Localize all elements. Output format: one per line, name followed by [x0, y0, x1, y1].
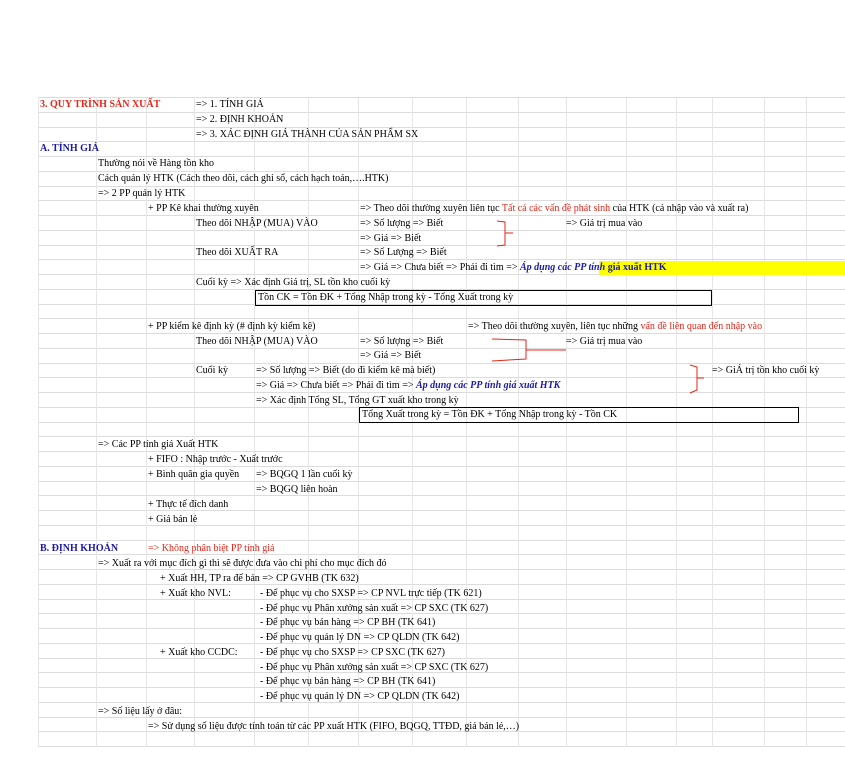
grid-column-line — [96, 97, 97, 747]
brace-connector-1 — [495, 220, 517, 248]
grid-row-line — [38, 112, 845, 113]
grid-row-line — [38, 318, 845, 319]
step-accounting-entry[interactable]: => 2. ĐỊNH KHOẢN — [196, 114, 284, 125]
cell-periodic-price-unknown[interactable]: => Giá => Chưa biết => Phải đi tìm => Áp dụng các PP tính giá xuất HTK — [256, 380, 561, 391]
cell-track-issue[interactable]: Theo dõi XUẤT RA — [196, 247, 279, 258]
cell-nvl-production[interactable]: - Để phục vụ cho SXSP => CP NVL trực tiếp (TK 621) — [260, 588, 482, 599]
grid-row-line — [38, 348, 845, 349]
cell-bqgq-moving[interactable]: => BQGQ liên hoàn — [256, 484, 338, 495]
cell-inventory-management[interactable]: Cách quản lý HTK (Cách theo dõi, cách ghi sổ, cách hạch toán,….HTK) — [98, 173, 389, 184]
grid-row-line — [38, 451, 845, 452]
formula-box-total-issue[interactable] — [359, 407, 799, 423]
grid-row-line — [38, 230, 845, 231]
cell-quantity-known[interactable]: => Số lượng => Biết — [360, 218, 444, 229]
cell-periodic-description[interactable]: => Theo dõi thường xuyên, liên tục những vấn đề liên quan đến nhập vào — [468, 321, 763, 332]
grid-column-line — [38, 97, 39, 747]
cell-periodic-period-end[interactable]: Cuối kỳ — [196, 365, 228, 376]
section-heading-pricing[interactable]: A. TÍNH GIÁ — [40, 143, 99, 154]
cell-issue-purpose[interactable]: => Xuất ra với mục đích gì thì sẽ được đưa vào chi phí cho mục đích đó — [98, 558, 387, 569]
cell-perpetual-description[interactable]: => Theo dõi thường xuyên liên tục Tất cả các vấn đề phát sinh của HTK (cả nhập vào và xuất ra) — [360, 203, 749, 214]
cell-ccdc-production[interactable]: - Để phục vụ cho SXSP => CP SXC (TK 627) — [260, 647, 445, 658]
cell-period-end[interactable]: Cuối kỳ => Xác định Giá trị, SL tồn kho cuối kỳ — [196, 277, 391, 288]
cell-nvl-workshop[interactable]: - Để phục vụ Phân xưởng sản xuất => CP SXC (TK 627) — [260, 603, 489, 614]
cell-purchase-value[interactable]: => Giá trị mua vào — [566, 218, 643, 229]
cell-ccdc-selling[interactable]: - Để phục vụ bán hàng => CP BH (TK 641) — [260, 676, 436, 687]
grid-column-line — [806, 97, 807, 747]
grid-row-line — [38, 215, 845, 216]
grid-row-line — [38, 200, 845, 201]
cell-price-known[interactable]: => Giá => Biết — [360, 233, 422, 244]
grid-row-line — [38, 436, 845, 437]
grid-row-line — [38, 259, 845, 260]
grid-row-line — [38, 333, 845, 334]
grid-row-line — [38, 392, 845, 393]
grid-row-line — [38, 495, 845, 496]
grid-row-line — [38, 628, 845, 629]
formula-box-ending-inventory[interactable] — [255, 290, 712, 306]
cell-fifo[interactable]: + FIFO : Nhập trước - Xuất trước — [148, 454, 283, 465]
grid-row-line — [38, 540, 845, 541]
cell-periodic-price-known[interactable]: => Giá => Biết — [360, 350, 422, 361]
grid-row-line — [38, 127, 845, 128]
formula-ending-inventory: Tồn CK = Tồn ĐK + Tổng Nhập trong kỳ - Tổng Xuất trong kỳ — [258, 292, 514, 303]
cell-retail-price[interactable]: + Giá bán lẻ — [148, 514, 198, 525]
cell-periodic-track-purchase[interactable]: Theo dõi NHẬP (MUA) VÀO — [196, 336, 318, 347]
grid-row-line — [38, 746, 845, 747]
cell-issue-tools[interactable]: + Xuất kho CCDC: — [160, 647, 238, 658]
grid-column-line — [254, 97, 255, 747]
cell-periodic-purchase-value[interactable]: => Giá trị mua vào — [566, 336, 643, 347]
formula-total-issue: Tổng Xuất trong kỳ = Tồn ĐK + Tổng Nhập trong kỳ - Tồn CK — [362, 409, 618, 420]
cell-issue-pricing-methods[interactable]: => Các PP tính giá Xuất HTK — [98, 439, 219, 450]
cell-periodic-quantity-known[interactable]: => Số lượng => Biết — [360, 336, 444, 347]
cell-inventory-note[interactable]: Thường nói về Hàng tồn kho — [98, 158, 214, 169]
cell-data-source[interactable]: => Số liệu lấy ở đâu: — [98, 706, 183, 717]
cell-weighted-average[interactable]: + Bình quân gia quyền — [148, 469, 240, 480]
cell-track-purchase[interactable]: Theo dõi NHẬP (MUA) VÀO — [196, 218, 318, 229]
cell-two-methods[interactable]: => 2 PP quản lý HTK — [98, 188, 186, 199]
grid-row-line — [38, 141, 845, 142]
cell-perpetual-method[interactable]: + PP Kê khai thường xuyên — [148, 203, 259, 214]
cell-issue-price-unknown[interactable]: => Giá => Chưa biết => Phải đi tìm => Áp dụng các PP tính giá xuất HTK — [360, 262, 667, 273]
section-title-production-process[interactable]: 3. QUY TRÌNH SẢN XUẤT — [40, 99, 161, 110]
cell-ccdc-admin[interactable]: - Để phục vụ quản lý DN => CP QLDN (TK 642) — [260, 691, 460, 702]
cell-issue-goods-sale[interactable]: + Xuất HH, TP ra để bán => CP GVHB (TK 632) — [160, 573, 359, 584]
grid-row-line — [38, 466, 845, 467]
cell-count-quantity[interactable]: => Số lượng => Biết (do đi kiểm kê mà biết) — [256, 365, 436, 376]
grid-row-line — [38, 377, 845, 378]
grid-row-line — [38, 687, 845, 688]
cell-nvl-admin[interactable]: - Để phục vụ quản lý DN => CP QLDN (TK 642) — [260, 632, 460, 643]
cell-bqgq-period-end[interactable]: => BQGQ 1 lần cuối kỳ — [256, 469, 353, 480]
cell-issue-materials[interactable]: + Xuất kho NVL: — [160, 588, 231, 599]
cell-total-issue[interactable]: => Xác định Tổng SL, Tổng GT xuất kho trong kỳ — [256, 395, 459, 406]
brace-connector-3 — [688, 364, 710, 394]
highlight-all-issues: Tất cả các vấn đề phát sinh — [501, 203, 611, 214]
brace-connector-2 — [490, 337, 570, 365]
step-cost-determination[interactable]: => 3. XÁC ĐỊNH GIÁ THÀNH CỦA SẢN PHẨM SX — [196, 129, 419, 140]
cell-ccdc-workshop[interactable]: - Để phục vụ Phân xưởng sản xuất => CP SXC (TK 627) — [260, 662, 489, 673]
section-heading-accounting-entry[interactable]: B. ĐỊNH KHOẢN — [40, 543, 119, 554]
cell-periodic-method[interactable]: + PP kiểm kê định kỳ (# định kỳ kiểm kê) — [148, 321, 316, 332]
cell-nvl-selling[interactable]: - Để phục vụ bán hàng => CP BH (TK 641) — [260, 617, 436, 628]
cell-no-method-distinction[interactable]: => Không phân biệt PP tính giá — [148, 543, 275, 554]
cell-ending-value[interactable]: => GiÁ trị tồn kho cuối kỳ — [712, 365, 820, 376]
grid-row-line — [38, 481, 845, 482]
cell-specific-identification[interactable]: + Thực tế đích danh — [148, 499, 229, 510]
step-pricing[interactable]: => 1. TÍNH GIÁ — [196, 99, 264, 110]
cell-issue-quantity-known[interactable]: => Số Lượng => Biết — [360, 247, 447, 258]
cell-data-usage[interactable]: => Sử dụng số liệu được tính toán từ các PP xuất HTK (FIFO, BQGQ, TTĐD, giá bán lẻ,…) — [148, 721, 520, 732]
